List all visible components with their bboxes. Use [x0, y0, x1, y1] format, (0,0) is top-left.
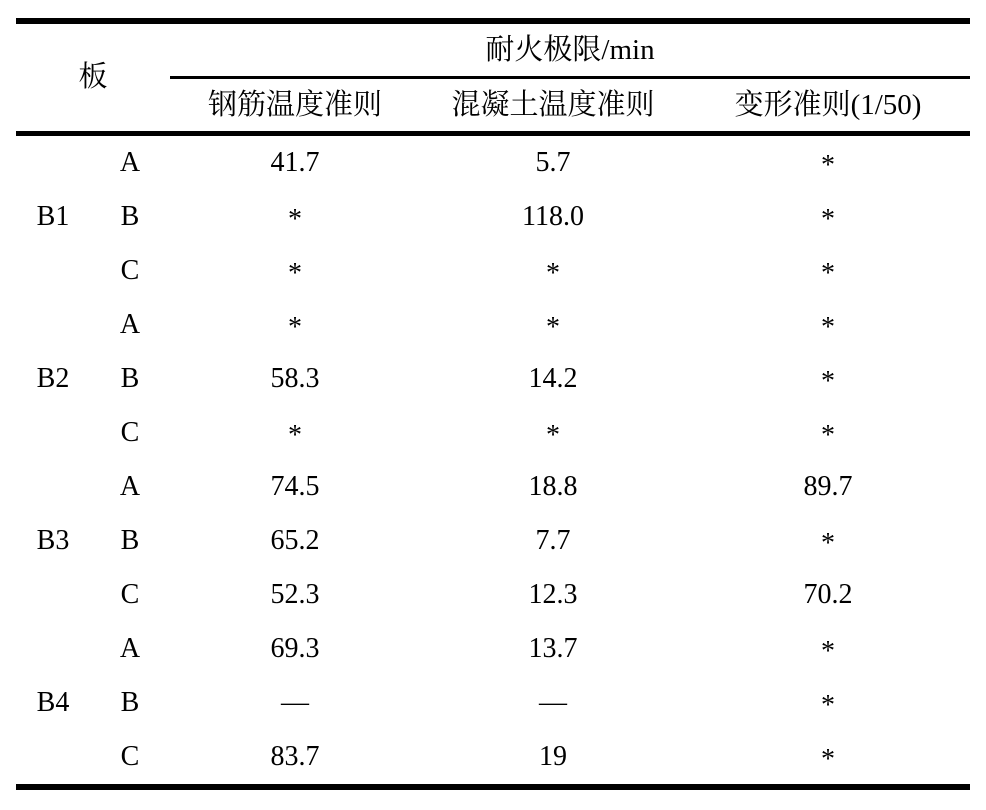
- specimen-label: C: [120, 741, 140, 772]
- value-cell: [686, 298, 970, 352]
- table-row: [16, 190, 970, 244]
- unreached-marker: *: [821, 690, 836, 721]
- value-text: 70.2: [803, 579, 853, 610]
- value-text: 74.5: [270, 471, 320, 502]
- specimen-label: A: [119, 471, 141, 502]
- table-row: [16, 514, 970, 568]
- value-cell: [420, 676, 686, 730]
- value-text: 12.3: [528, 579, 578, 610]
- value-cell: [420, 352, 686, 406]
- table-row: [16, 352, 970, 406]
- unreached-marker: *: [288, 258, 303, 289]
- value-text: 19: [539, 741, 568, 772]
- value-cell: [170, 134, 420, 191]
- board-column-header: 板: [16, 21, 170, 134]
- unreached-marker: *: [821, 744, 836, 775]
- value-cell: [686, 514, 970, 568]
- table-header: [16, 21, 970, 134]
- value-cell: [170, 298, 420, 352]
- subheader-deformation-criterion: 变形准则(1/50): [686, 78, 970, 134]
- value-cell: [420, 514, 686, 568]
- specimen-label: A: [119, 309, 141, 340]
- unreached-marker: *: [546, 312, 561, 343]
- specimen-label: B: [120, 687, 140, 718]
- value-cell: [686, 244, 970, 298]
- subheader-concrete-temp-criterion: 混凝土温度准则: [420, 78, 686, 134]
- unreached-marker: *: [288, 420, 303, 451]
- value-text: 58.3: [270, 363, 320, 394]
- unreached-marker: *: [821, 420, 836, 451]
- specimen-label: B: [120, 525, 140, 556]
- value-cell: [420, 622, 686, 676]
- table-row: [16, 622, 970, 676]
- value-text: 14.2: [528, 363, 578, 394]
- unreached-marker: *: [821, 636, 836, 667]
- value-cell: [686, 676, 970, 730]
- value-text: 118.0: [522, 201, 584, 232]
- specimen-label: A: [119, 633, 141, 664]
- specimen-label: B: [120, 201, 140, 232]
- value-cell: [170, 190, 420, 244]
- unreached-marker: *: [288, 204, 303, 235]
- value-cell: [170, 352, 420, 406]
- value-cell: [170, 514, 420, 568]
- value-cell: [170, 676, 420, 730]
- table-row: [16, 676, 970, 730]
- value-text: 13.7: [528, 633, 578, 664]
- value-cell: [420, 730, 686, 787]
- unreached-marker: *: [821, 204, 836, 235]
- value-cell: [686, 352, 970, 406]
- table-row: [16, 406, 970, 460]
- table-row: [16, 568, 970, 622]
- value-text: 7.7: [535, 525, 571, 556]
- value-cell: [170, 244, 420, 298]
- value-cell: [420, 298, 686, 352]
- subheader-steel-temp-criterion: 钢筋温度准则: [170, 78, 420, 134]
- value-text: 52.3: [270, 579, 320, 610]
- group-label: B2: [36, 363, 70, 394]
- header-row-top: [16, 21, 970, 78]
- table-row: [16, 460, 970, 514]
- specimen-label: C: [120, 579, 140, 610]
- value-cell: [420, 190, 686, 244]
- value-cell: [420, 244, 686, 298]
- unreached-marker: *: [288, 312, 303, 343]
- table-row: [16, 134, 970, 191]
- table-row: [16, 244, 970, 298]
- specimen-label: C: [120, 417, 140, 448]
- value-text: 18.8: [528, 471, 578, 502]
- specimen-label: A: [119, 147, 141, 178]
- unreached-marker: *: [821, 366, 836, 397]
- group-label: B4: [36, 687, 70, 718]
- value-text: 41.7: [270, 147, 320, 178]
- table-row: [16, 298, 970, 352]
- value-cell: [170, 460, 420, 514]
- unreached-marker: *: [546, 258, 561, 289]
- value-cell: [686, 406, 970, 460]
- unreached-marker: *: [821, 258, 836, 289]
- value-cell: [686, 730, 970, 787]
- value-cell: [170, 730, 420, 787]
- value-text: —: [281, 687, 310, 718]
- unreached-marker: *: [821, 150, 836, 181]
- unreached-marker: *: [546, 420, 561, 451]
- table-row: [16, 730, 970, 787]
- specimen-label: B: [120, 363, 140, 394]
- value-cell: [686, 568, 970, 622]
- specimen-label: C: [120, 255, 140, 286]
- value-cell: [686, 190, 970, 244]
- fire-limit-group-header: 耐火极限/min: [170, 21, 970, 78]
- value-text: 65.2: [270, 525, 320, 556]
- value-cell: [170, 568, 420, 622]
- value-text: 89.7: [803, 471, 853, 502]
- value-cell: [170, 622, 420, 676]
- fire-resistance-table: [16, 18, 970, 790]
- value-cell: [420, 568, 686, 622]
- value-cell: [420, 134, 686, 191]
- value-text: 69.3: [270, 633, 320, 664]
- value-text: —: [539, 687, 568, 718]
- value-text: 5.7: [535, 147, 571, 178]
- value-cell: [686, 134, 970, 191]
- value-cell: [420, 460, 686, 514]
- table-body: [16, 134, 970, 788]
- unreached-marker: *: [821, 312, 836, 343]
- group-label: B1: [36, 201, 70, 232]
- unreached-marker: *: [821, 528, 836, 559]
- value-cell: [686, 622, 970, 676]
- group-label: B3: [36, 525, 70, 556]
- value-text: 83.7: [270, 741, 320, 772]
- value-cell: [420, 406, 686, 460]
- value-cell: [686, 460, 970, 514]
- value-cell: [170, 406, 420, 460]
